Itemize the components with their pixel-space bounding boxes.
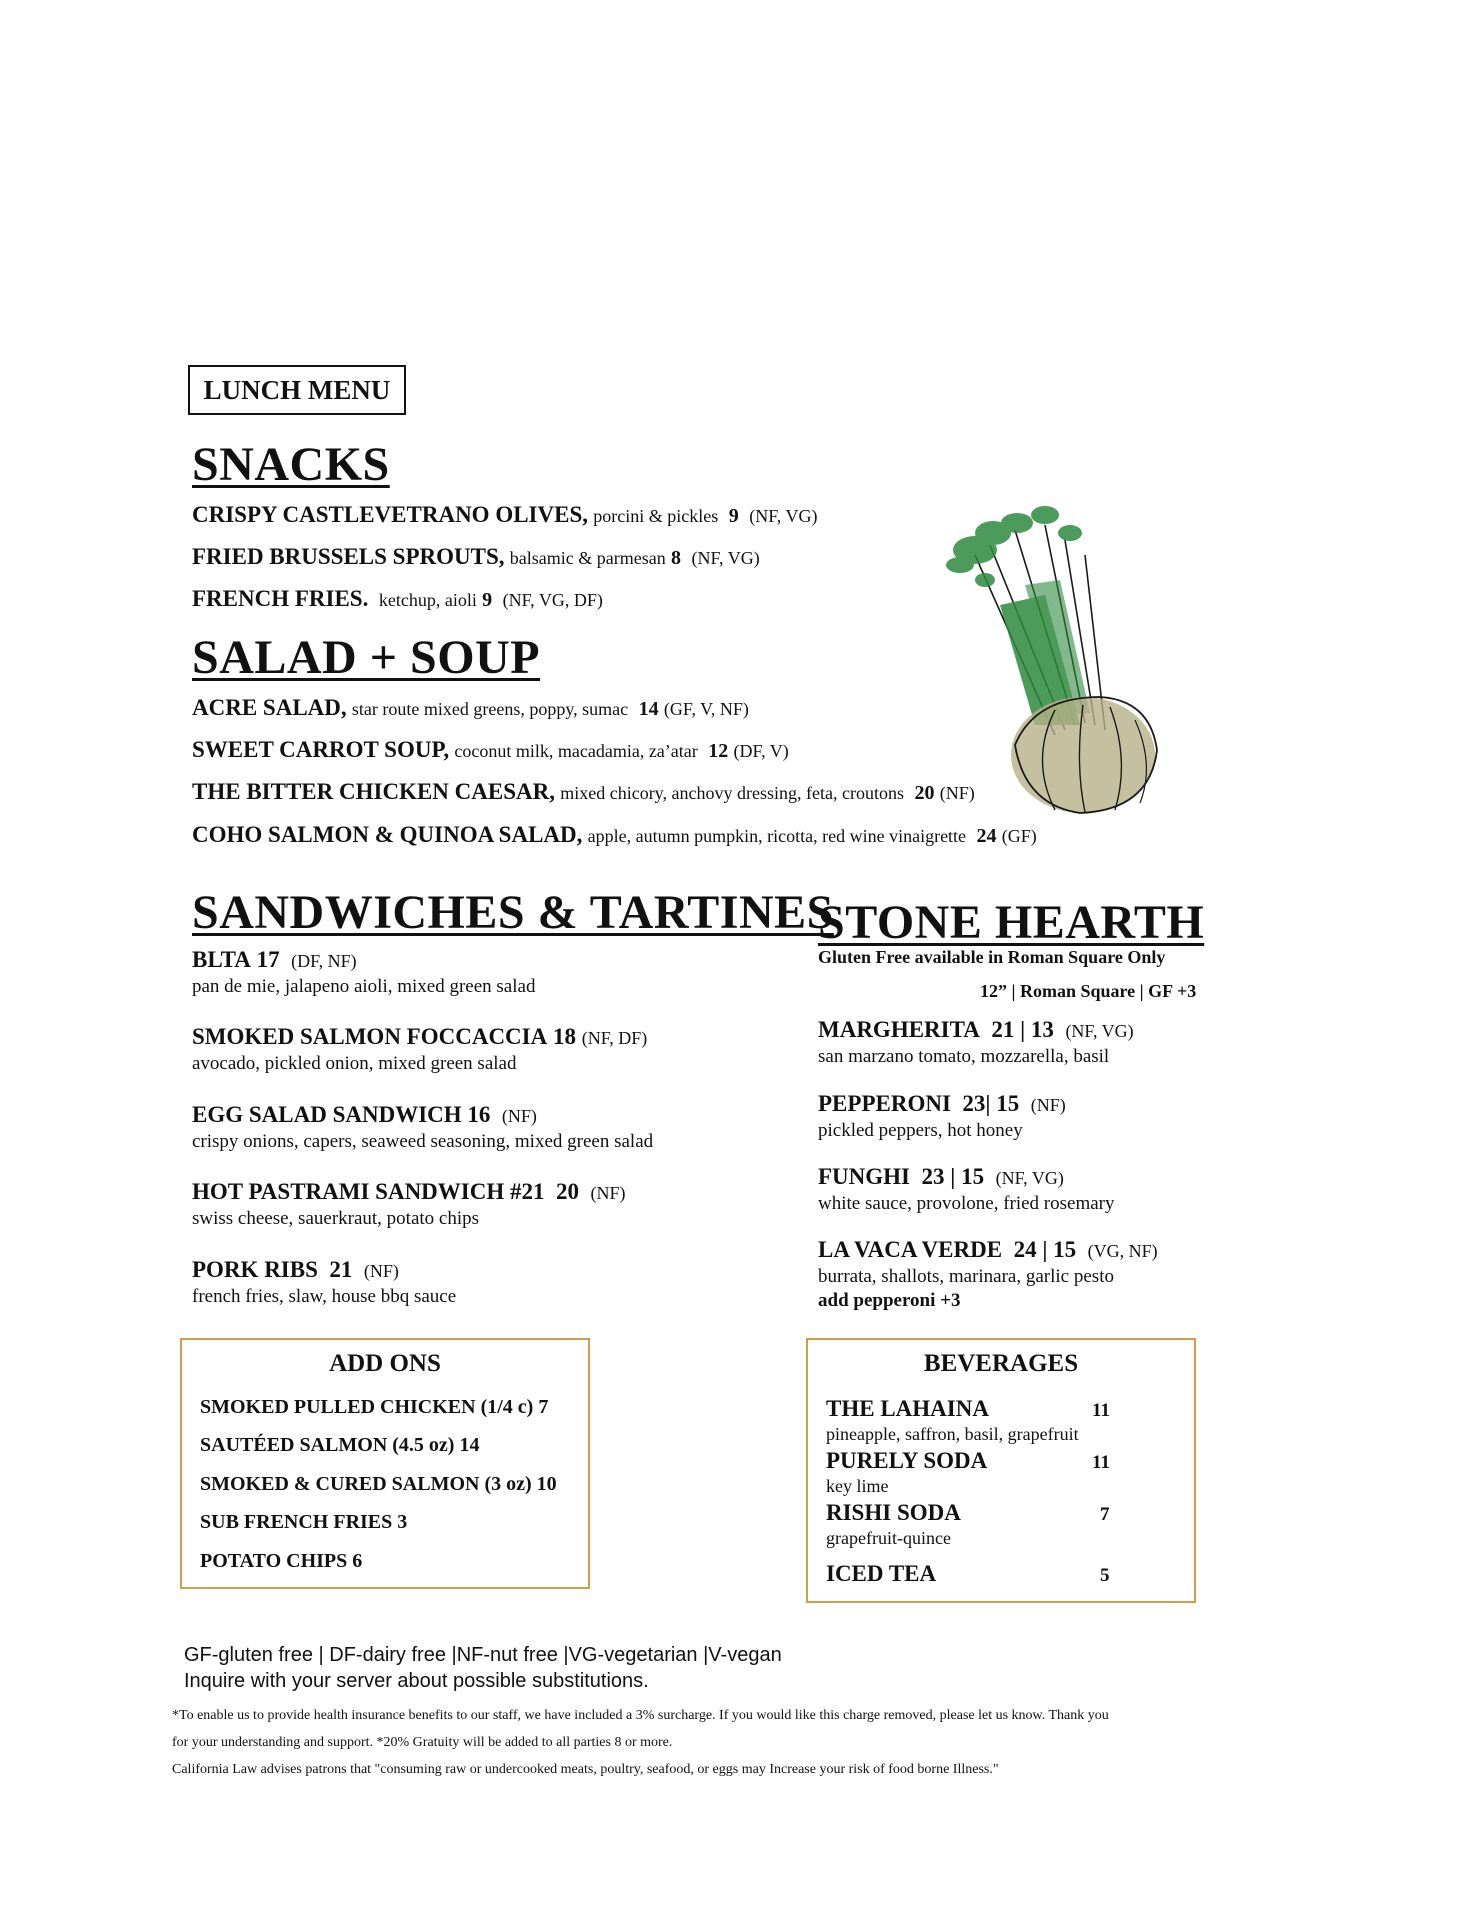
add-ons-title: ADD ONS <box>329 1350 441 1377</box>
snacks-title: SNACKS <box>192 438 390 491</box>
salad-soup-title: SALAD + SOUP <box>192 631 541 684</box>
addon-item: SMOKED & CURED SALMON (3 oz) 10 <box>200 1473 557 1495</box>
beverages-title: BEVERAGES <box>923 1350 1079 1377</box>
gratuity-note: for your understanding and support. *20% Gratuity will be added to all parties 8 or more. <box>172 1735 673 1750</box>
sandwich-item: SMOKED SALMON FOCCACCIA 18 (NF, DF) avocado, pickled onion, mixed green salad <box>192 1024 648 1074</box>
beverage-desc: pineapple, saffron, basil, grapefruit <box>826 1424 1079 1444</box>
pizza-item: MARGHERITA 21 | 13 (NF, VG) san marzano tomato, mozzarella, basil <box>818 1017 1134 1067</box>
stone-hearth-title: STONE HEARTH <box>818 896 1205 949</box>
surcharge-note: *To enable us to provide health insurance benefits to our staff, we have included a 3% surcharge. If you would like this charge removed, please let us know. Thank you <box>172 1708 1109 1723</box>
sandwich-item: HOT PASTRAMI SANDWICH #21 20 (NF) swiss cheese, sauerkraut, potato chips <box>192 1179 626 1229</box>
stone-hearth-subtitle: Gluten Free available in Roman Square Only <box>818 947 1166 967</box>
beverage-desc: key lime <box>826 1476 889 1496</box>
beverage-price: 5 <box>1100 1565 1110 1586</box>
sandwich-item: PORK RIBS 21 (NF) french fries, slaw, house bbq sauce <box>192 1257 457 1307</box>
sandwich-item: BLTA 17 (DF, NF) pan de mie, jalapeno aioli, mixed green salad <box>192 947 536 997</box>
health-warning: California Law advises patrons that "consuming raw or undercooked meats, poultry, seafood, or eggs may Increase your risk of food borne Illness." <box>172 1762 999 1777</box>
pizza-item: LA VACA VERDE 24 | 15 (VG, NF) burrata, shallots, marinara, garlic pesto add pepperoni +3 <box>818 1237 1158 1311</box>
dietary-legend: GF-gluten free | DF-dairy free |NF-nut free |VG-vegetarian |V-vegan <box>184 1644 782 1666</box>
addon-item: SUB FRENCH FRIES 3 <box>200 1511 408 1533</box>
beverage-name: PURELY SODA <box>826 1448 988 1473</box>
beverages-box <box>806 1338 1196 1603</box>
add-ons-box <box>180 1338 590 1589</box>
sandwich-item: EGG SALAD SANDWICH 16 (NF) crispy onions, capers, seaweed seasoning, mixed green salad <box>192 1102 654 1152</box>
beverage-price: 11 <box>1092 1452 1110 1473</box>
beverage-desc: grapefruit-quince <box>826 1528 951 1548</box>
salad-item: SWEET CARROT SOUP, coconut milk, macadamia, za’atar 12 (DF, V) <box>192 737 789 762</box>
beverage-name: RISHI SODA <box>826 1500 961 1525</box>
stone-hearth-sizes: 12” | Roman Square | GF +3 <box>980 981 1197 1001</box>
addon-item: SAUTÉED SALMON (4.5 oz) 14 <box>200 1434 480 1456</box>
salad-item: COHO SALMON & QUINOA SALAD, apple, autumn pumpkin, ricotta, red wine vinaigrette 24 (GF) <box>192 822 1037 847</box>
beverage-price: 11 <box>1092 1400 1110 1421</box>
pizza-item: FUNGHI 23 | 15 (NF, VG) white sauce, provolone, fried rosemary <box>818 1164 1115 1214</box>
snack-item: CRISPY CASTLEVETRANO OLIVES, porcini & pickles 9 (NF, VG) <box>192 502 818 527</box>
salad-item: THE BITTER CHICKEN CAESAR, mixed chicory, anchovy dressing, feta, croutons 20 (NF) <box>192 779 975 804</box>
lunch-menu-label: LUNCH MENU <box>188 365 406 415</box>
pizza-item: PEPPERONI 23| 15 (NF) pickled peppers, hot honey <box>818 1091 1066 1141</box>
salad-item: ACRE SALAD, star route mixed greens, poppy, sumac 14 (GF, V, NF) <box>192 695 749 720</box>
pizza-addon: add pepperoni +3 <box>818 1290 961 1311</box>
fennel-illustration <box>905 485 1185 815</box>
addon-item: SMOKED PULLED CHICKEN (1/4 c) 7 <box>200 1396 549 1418</box>
beverage-name: THE LAHAINA <box>826 1396 989 1421</box>
beverage-price: 7 <box>1100 1504 1110 1525</box>
substitutions-note: Inquire with your server about possible substitutions. <box>184 1670 649 1692</box>
addon-item: POTATO CHIPS 6 <box>200 1550 363 1572</box>
snack-item: FRIED BRUSSELS SPROUTS, balsamic & parmesan 8 (NF, VG) <box>192 544 760 569</box>
beverage-name: ICED TEA <box>826 1561 937 1586</box>
sandwiches-title: SANDWICHES & TARTINES <box>192 886 834 939</box>
snack-item: FRENCH FRIES. ketchup, aioli 9 (NF, VG, DF) <box>192 586 603 611</box>
